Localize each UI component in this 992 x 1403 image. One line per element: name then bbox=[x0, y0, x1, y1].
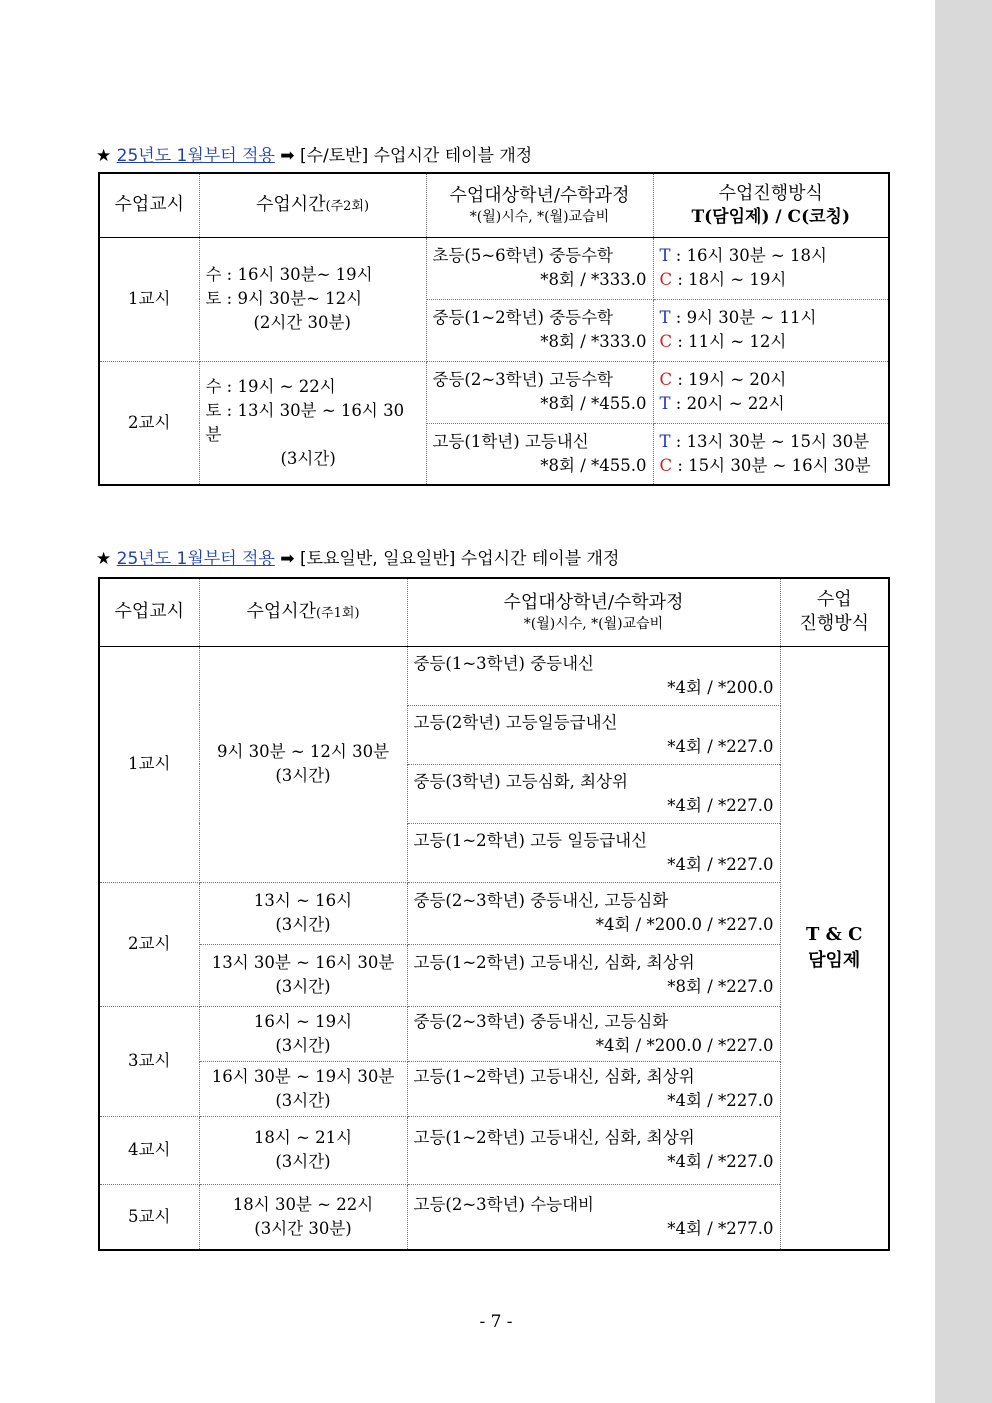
header-period: 수업교시 bbox=[99, 578, 199, 646]
section1-title: [수/토반] 수업시간 테이블 개정 bbox=[299, 146, 533, 166]
time-cell: 수 : 16시 30분~ 19시 토 : 9시 30분~ 12시 (2시간 30분) bbox=[199, 237, 426, 361]
section1-date-link[interactable]: 25년도 1월부터 적용 bbox=[116, 146, 275, 166]
period-cell: 5교시 bbox=[99, 1184, 199, 1250]
table-row bbox=[99, 1006, 889, 1061]
table1-header-row bbox=[99, 173, 889, 237]
course-cell: 중등(1~2학년) 중등수학 *8회 / *333.0 bbox=[426, 299, 653, 361]
period-cell: 3교시 bbox=[99, 1006, 199, 1116]
wed-sat-schedule-table bbox=[98, 172, 890, 486]
period-cell: 4교시 bbox=[99, 1116, 199, 1184]
page-number: - 7 - bbox=[479, 1312, 513, 1332]
course-cell: 고등(2학년) 고등일등급내신 *4회 / *227.0 bbox=[407, 705, 780, 764]
method-cell: T & C 담임제 bbox=[780, 646, 889, 1250]
time-cell: 9시 30분 ~ 12시 30분 (3시간) bbox=[199, 646, 407, 882]
header-method: 수업진행방식 T(담임제) / C(코칭) bbox=[653, 173, 889, 237]
header-time: 수업시간(주2회) bbox=[199, 173, 426, 237]
time-cell: 18시 30분 ~ 22시 (3시간 30분) bbox=[199, 1184, 407, 1250]
method-cell: C : 19시 ~ 20시 T : 20시 ~ 22시 bbox=[653, 361, 889, 423]
header-method: 수업 진행방식 bbox=[780, 578, 889, 646]
table-row bbox=[99, 646, 889, 705]
table-row bbox=[99, 1184, 889, 1250]
arrow-right-icon: ➡ bbox=[280, 549, 295, 569]
course-cell: 고등(1~2학년) 고등내신, 심화, 최상위 *4회 / *227.0 bbox=[407, 1116, 780, 1184]
table-row bbox=[99, 237, 889, 299]
course-cell: 중등(2~3학년) 중등내신, 고등심화 *4회 / *200.0 / *227.0 bbox=[407, 882, 780, 944]
period-cell: 2교시 bbox=[99, 361, 199, 485]
period-cell: 1교시 bbox=[99, 237, 199, 361]
time-cell: 13시 30분 ~ 16시 30분 (3시간) bbox=[199, 944, 407, 1006]
course-cell: 중등(2~3학년) 중등내신, 고등심화 *4회 / *200.0 / *227.0 bbox=[407, 1006, 780, 1061]
table-row bbox=[99, 944, 889, 1006]
course-cell: 고등(2~3학년) 수능대비 *4회 / *277.0 bbox=[407, 1184, 780, 1250]
course-cell: 중등(1~3학년) 중등내신 *4회 / *200.0 bbox=[407, 646, 780, 705]
course-cell: 초등(5~6학년) 중등수학 *8회 / *333.0 bbox=[426, 237, 653, 299]
period-cell: 2교시 bbox=[99, 882, 199, 1006]
table-row bbox=[99, 1061, 889, 1116]
arrow-right-icon: ➡ bbox=[280, 146, 295, 166]
period-cell: 1교시 bbox=[99, 646, 199, 882]
header-period: 수업교시 bbox=[99, 173, 199, 237]
method-cell: T : 13시 30분 ~ 15시 30분 C : 15시 30분 ~ 16시 30분 bbox=[653, 423, 889, 485]
course-cell: 중등(2~3학년) 고등수학 *8회 / *455.0 bbox=[426, 361, 653, 423]
section1-heading bbox=[96, 141, 532, 166]
header-course: 수업대상학년/수학과정 *(월)시수, *(월)교습비 bbox=[426, 173, 653, 237]
table-row bbox=[99, 882, 889, 944]
time-cell: 18시 ~ 21시 (3시간) bbox=[199, 1116, 407, 1184]
section2-date-link[interactable]: 25년도 1월부터 적용 bbox=[116, 549, 275, 569]
course-cell: 고등(1~2학년) 고등 일등급내신 *4회 / *227.0 bbox=[407, 823, 780, 882]
page-side-margin bbox=[935, 0, 992, 1403]
header-course: 수업대상학년/수학과정 *(월)시수, *(월)교습비 bbox=[407, 578, 780, 646]
header-time: 수업시간(주1회) bbox=[199, 578, 407, 646]
course-cell: 고등(1~2학년) 고등내신, 심화, 최상위 *4회 / *227.0 bbox=[407, 1061, 780, 1116]
star-icon: ★ bbox=[96, 146, 112, 166]
time-cell: 수 : 19시 ~ 22시 토 : 13시 30분 ~ 16시 30분 (3시간) bbox=[199, 361, 426, 485]
time-cell: 16시 30분 ~ 19시 30분 (3시간) bbox=[199, 1061, 407, 1116]
table-row bbox=[99, 361, 889, 423]
section2-title: [토요일반, 일요일반] 수업시간 테이블 개정 bbox=[299, 549, 620, 569]
course-cell: 중등(3학년) 고등심화, 최상위 *4회 / *227.0 bbox=[407, 764, 780, 823]
time-cell: 16시 ~ 19시 (3시간) bbox=[199, 1006, 407, 1061]
section2-heading bbox=[96, 544, 619, 569]
table-row bbox=[99, 1116, 889, 1184]
weekend-schedule-table bbox=[98, 577, 890, 1251]
time-cell: 13시 ~ 16시 (3시간) bbox=[199, 882, 407, 944]
course-cell: 고등(1~2학년) 고등내신, 심화, 최상위 *8회 / *227.0 bbox=[407, 944, 780, 1006]
course-cell: 고등(1학년) 고등내신 *8회 / *455.0 bbox=[426, 423, 653, 485]
star-icon: ★ bbox=[96, 549, 112, 569]
method-cell: T : 9시 30분 ~ 11시 C : 11시 ~ 12시 bbox=[653, 299, 889, 361]
table2-header-row bbox=[99, 578, 889, 646]
method-cell: T : 16시 30분 ~ 18시 C : 18시 ~ 19시 bbox=[653, 237, 889, 299]
